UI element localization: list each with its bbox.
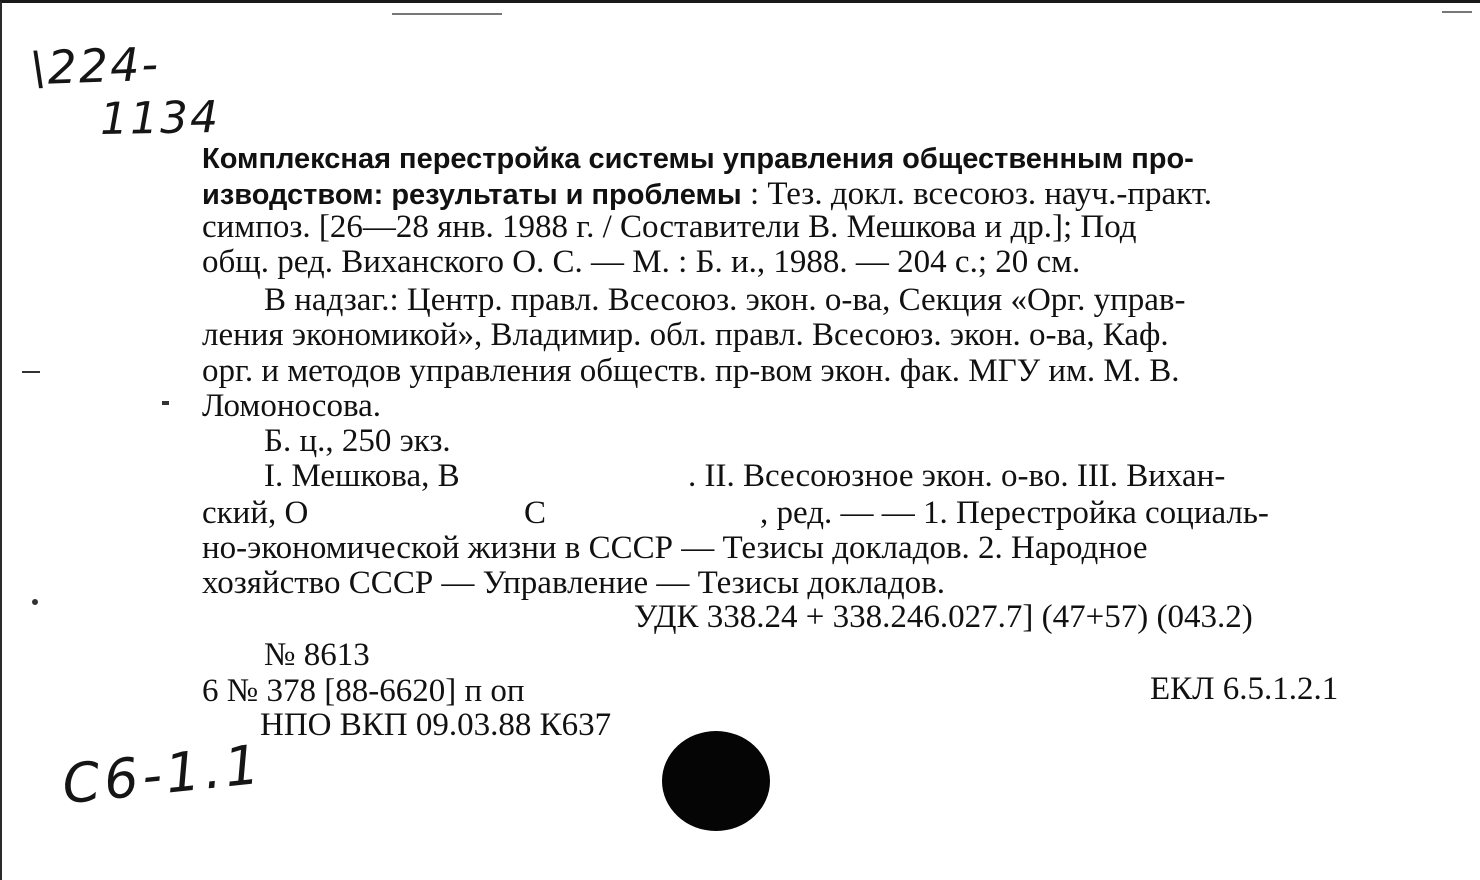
scan-speck — [392, 13, 502, 15]
tracings-line-1a: I. Мешкова, В — [264, 458, 460, 494]
handwritten-shelfmark-number: 1134 — [99, 91, 221, 146]
nadzag-line-4: Ломоносова. — [202, 388, 381, 424]
tracings-line-1b: . II. Всесоюзное экон. о-во. III. Вихан- — [688, 458, 1226, 494]
tracings-line-3: но-экономической жизни в СССР — Тезисы докладов. 2. Народное — [202, 530, 1148, 566]
punch-hole — [662, 731, 770, 831]
scan-speck — [32, 599, 38, 605]
scan-speck — [162, 401, 169, 405]
subtitle-text: : Тез. докл. всесоюз. науч.-практ. — [749, 176, 1212, 212]
title-line-1 — [202, 141, 1367, 177]
tracings-line-4: хозяйство СССР — Управление — Тезисы докладов. — [202, 565, 945, 601]
publication-line: общ. ред. Виханского О. С. — М. : Б. и., 1988. — 204 с.; 20 см. — [202, 244, 1081, 280]
scan-speck — [1442, 11, 1472, 13]
scan-speck — [22, 371, 40, 373]
compilers-line: симпоз. [26—28 янв. 1988 г. / Составители В. Мешкова и др.]; Под — [202, 209, 1137, 245]
tracings-line-2b: С — [524, 495, 547, 531]
handwritten-location-mark: C6-1.1 — [59, 732, 267, 817]
nadzag-line-2: ления экономикой», Владимир. обл. правл. Всесоюз. экон. о-ва, Каф. — [202, 317, 1169, 353]
price-line: Б. ц., 250 экз. — [264, 423, 451, 459]
ekl-classification: ЕКЛ 6.5.1.2.1 — [1150, 671, 1339, 707]
tracings-line-2a: ский, О — [202, 495, 309, 531]
handwritten-shelfmark: \224- — [29, 36, 161, 96]
nadzag-line-3: орг. и методов управления обществ. пр-вом экон. фак. МГУ им. М. В. — [202, 353, 1180, 389]
title-line-2 — [202, 176, 1212, 213]
udk-classification: УДК 338.24 + 338.246.027.7] (47+57) (043.2) — [634, 599, 1253, 635]
title-text-2: изводством: результаты и проблемы — [202, 179, 742, 211]
order-number: 6 № 378 [88-6620] п оп — [202, 673, 525, 709]
title-text-1: Комплексная перестройка системы управления общественным про- — [202, 143, 1194, 175]
tracings-line-2c: , ред. — — 1. Перестройка социаль- — [760, 495, 1269, 531]
printer-line: НПО ВКП 09.03.88 К637 — [260, 707, 612, 743]
card-number: № 8613 — [264, 637, 370, 673]
nadzag-line-1: В надзаг.: Центр. правл. Всесоюз. экон. о-ва, Секция «Орг. управ- — [264, 282, 1186, 318]
